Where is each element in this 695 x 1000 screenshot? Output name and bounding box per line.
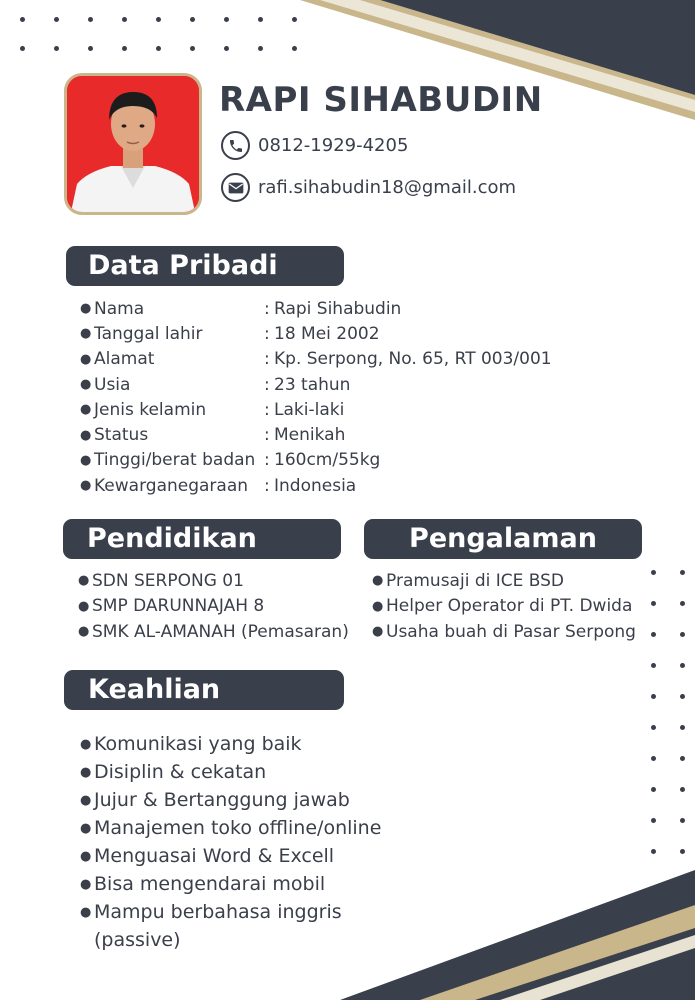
person-portrait-icon	[67, 76, 199, 212]
list-item: ● SMK AL-AMANAH (Pemasaran)	[78, 621, 349, 642]
personal-row: ● Tanggal lahir : 18 Mei 2002	[80, 323, 380, 344]
list-item: ● Disiplin & cekatan	[80, 761, 267, 783]
email-address[interactable]: rafi.sihabudin18@gmail.com	[258, 177, 517, 198]
candidate-name: RAPI SIHABUDIN	[219, 80, 543, 120]
experience-list	[372, 568, 636, 645]
personal-row: ● Kewarganegaraan : Indonesia	[80, 475, 357, 496]
section-title-personal: Data Pribadi	[66, 246, 344, 286]
section-title-experience: Pengalaman	[364, 519, 642, 559]
section-title-education: Pendidikan	[63, 519, 341, 559]
education-list	[78, 568, 349, 645]
list-item: ● Helper Operator di PT. Dwida	[372, 596, 633, 617]
personal-row: ● Status : Menikah	[80, 425, 346, 446]
envelope-icon	[221, 173, 250, 202]
personal-row: ● Jenis kelamin : Laki-laki	[80, 399, 345, 420]
personal-row: ● Nama : Rapi Sihabudin	[80, 298, 402, 319]
list-item: ● Manajemen toko offline/online	[80, 817, 382, 839]
list-item: ● SDN SERPONG 01	[78, 570, 244, 591]
personal-row: ● Tinggi/berat badan : 160cm/55kg	[80, 450, 381, 471]
profile-photo	[64, 73, 202, 215]
phone-number[interactable]: 0812-1929-4205	[258, 135, 409, 156]
personal-row: ● Alamat : Kp. Serpong, No. 65, RT 003/001	[80, 349, 552, 370]
email-contact	[221, 173, 516, 202]
list-item: ● Pramusaji di ICE BSD	[372, 570, 565, 591]
list-item: ● Bisa mengendarai mobil	[80, 873, 326, 895]
skills-list	[80, 730, 381, 954]
personal-row: ● Usia : 23 tahun	[80, 374, 351, 395]
list-item: ● Mampu berbahasa inggris	[80, 901, 342, 923]
phone-icon	[221, 131, 250, 160]
personal-data-list	[80, 296, 552, 498]
list-item: ● Komunikasi yang baik	[80, 733, 302, 755]
section-title-skills: Keahlian	[64, 670, 344, 710]
list-item: ● Menguasai Word & Excell	[80, 845, 335, 867]
list-item: ● Usaha buah di Pasar Serpong	[372, 621, 636, 642]
list-item: ● SMP DARUNNAJAH 8	[78, 596, 265, 617]
list-item: ● Jujur & Bertanggung jawab	[80, 789, 350, 811]
phone-contact	[221, 131, 408, 160]
list-item: (passive)	[94, 929, 181, 951]
